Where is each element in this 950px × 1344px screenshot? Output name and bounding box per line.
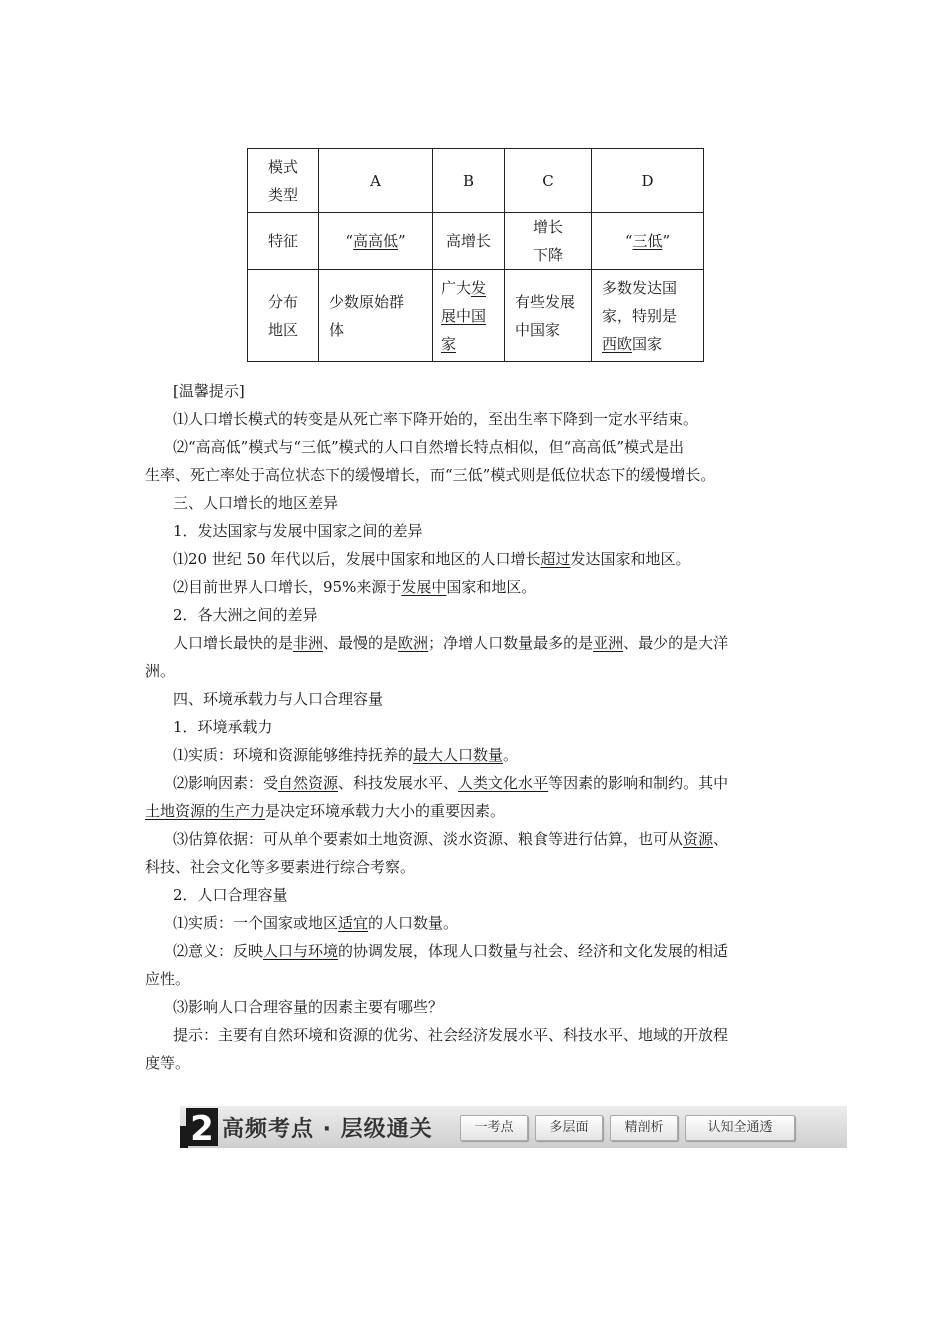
paragraph-text: 人口增长最快的是 (173, 634, 294, 652)
paragraph-text: 等因素的影响和制约。其中 (548, 774, 729, 792)
section-3-2-heading: 2．各大洲之间的差异 (173, 606, 318, 624)
tip-title: [温馨提示] (173, 382, 245, 400)
underlined-answer: 非洲 (293, 634, 324, 652)
header-label-text: 模式类型 (267, 157, 298, 204)
table-cell-region-b (433, 270, 505, 362)
region-d-underlined: 西欧 (602, 334, 633, 353)
section-4-2-item-3: ⑶影响人口合理容量的因素主要有哪些？ (173, 998, 444, 1016)
region-b-underlined: 发 (471, 278, 487, 297)
paragraph-text: 的人口数量。 (368, 914, 459, 932)
paragraph-text: 是决定环境承载力大小的重要因素。 (265, 802, 506, 820)
underlined-answer: 自然资源 (278, 774, 339, 792)
paragraph-text: ⑴实质：一个国家或地区 (173, 914, 339, 932)
underlined-answer: 人口与环境 (263, 942, 339, 960)
table-cell-region-d (592, 270, 704, 362)
underlined-answer: 欧洲 (398, 634, 429, 652)
paragraph-text: ⑵意义：反映 (173, 942, 264, 960)
table-cell-feature-c (505, 213, 592, 270)
table-row-region (248, 270, 704, 362)
table-cell-region-a (319, 270, 433, 362)
section-3-1-item-2 (173, 577, 536, 597)
table-cell-feature-label: 特征 (248, 213, 319, 270)
table-cell-feature-a (319, 213, 433, 270)
section-4-2-item-2-line1 (173, 941, 728, 961)
table-cell-header-label (248, 149, 319, 213)
region-label-line1: 分布 (267, 292, 298, 311)
region-a-line2: 体 (329, 320, 345, 339)
table-cell-header-a: A (319, 149, 433, 213)
tag-button-2[interactable]: 多层面 (535, 1115, 603, 1141)
paragraph-text: 、最少的是大洋 (623, 634, 729, 652)
quote-open: “ (345, 232, 353, 250)
section-4-2-heading: 2．人口合理容量 (173, 886, 288, 904)
paragraph-text: ⑵目前世界人口增长，95%来源于 (173, 578, 402, 596)
tip-item-1: ⑴人口增长模式的转变是从死亡率下降开始的，至出生率下降到一定水平结束。 (173, 410, 699, 428)
feature-a-underlined: 高高低 (352, 232, 398, 250)
section-4-1-item-2-line1 (173, 773, 728, 793)
region-b-line3 (441, 330, 500, 358)
hint-line2: 度等。 (145, 1054, 191, 1072)
tip-item-2-line2: 生率、死亡率处于高位状态下的缓慢增长，而“三低”模式则是低位状态下的缓慢增长。 (145, 466, 716, 484)
section-3-2-para-line1 (173, 633, 728, 653)
underlined-answer: 土地资源的生产力 (145, 802, 266, 820)
feature-c-line1: 增长 (532, 218, 563, 236)
tag-button-3[interactable]: 精剖析 (610, 1115, 678, 1141)
region-a-line1: 少数原始群 (329, 292, 405, 311)
feature-c-line2: 下降 (532, 246, 563, 264)
tag-button-1[interactable]: 一考点 (460, 1115, 528, 1141)
section-3-2-para-line2: 洲。 (145, 662, 176, 680)
section-3-1-item-1 (173, 549, 691, 569)
table-cell-region-c (505, 270, 592, 362)
feature-d-underlined: 三低 (632, 232, 663, 250)
section-4-1-item-3-line1 (173, 829, 728, 849)
tag-button-4[interactable]: 认知全通透 (685, 1115, 795, 1141)
growth-mode-table (247, 148, 704, 362)
section-4-heading: 四、环境承载力与人口合理容量 (173, 690, 384, 708)
table-cell-feature-b: 高增长 (433, 213, 505, 270)
underlined-answer: 发展中 (401, 578, 447, 596)
section-4-1-item-3-line2: 科技、社会文化等多要素进行综合考察。 (145, 858, 416, 876)
paragraph-text: 、科技发展水平、 (338, 774, 459, 792)
section-4-1-item-1 (173, 745, 518, 765)
region-d-text: 国家 (632, 334, 663, 353)
section-4-1-item-2-line2 (145, 801, 505, 821)
underlined-answer: 最大人口数量 (413, 746, 504, 764)
paragraph-text: 、 (713, 830, 729, 848)
paragraph-text: 发达国家和地区。 (570, 550, 691, 568)
tip-item-2-line1: ⑵“高高低”模式与“三低”模式的人口自然增长特点相似，但“高高低”模式是出 (173, 438, 685, 456)
region-d-line3 (602, 330, 699, 358)
section-3-1-heading: 1．发达国家与发展中国家之间的差异 (173, 522, 423, 540)
banner-title: 高频考点 · 层级通关 (222, 1117, 433, 1142)
paragraph-text: ⑴20 世纪 50 年代以后，发展中国家和地区的人口增长 (173, 550, 541, 568)
table-cell-region-label (248, 270, 319, 362)
underlined-answer: 适宜 (338, 914, 369, 932)
underlined-answer: 人类文化水平 (458, 774, 549, 792)
section-4-1-heading: 1．环境承载力 (173, 718, 273, 736)
region-b-text: 广大 (441, 278, 472, 297)
quote-close: ” (398, 232, 406, 250)
paragraph-text: ⑴实质：环境和资源能够维持抚养的 (173, 746, 414, 764)
paragraph-text: 国家和地区。 (446, 578, 537, 596)
region-b-line1 (441, 274, 500, 302)
section-banner (180, 1106, 847, 1148)
region-d-line2: 家，特别是 (602, 306, 678, 325)
paragraph-text: 的协调发展，体现人口数量与社会、经济和文化发展的相适 (338, 942, 729, 960)
table-cell-feature-d (592, 213, 704, 270)
section-number: 2 (190, 1109, 214, 1148)
underlined-answer: 亚洲 (593, 634, 624, 652)
region-b-underlined: 家 (441, 334, 457, 353)
section-4-2-item-1 (173, 913, 458, 933)
region-b-line2: 展中国 (441, 306, 487, 325)
hint-line1: 提示：主要有自然环境和资源的优劣、社会经济发展水平、科技水平、地域的开放程 (173, 1026, 729, 1044)
table-cell-header-d: D (592, 149, 704, 213)
table-cell-header-b: B (433, 149, 505, 213)
quote-close: ” (662, 232, 671, 250)
table-row-feature (248, 213, 704, 270)
region-c-line2: 中国家 (515, 320, 561, 339)
paragraph-text: ；净增人口数量最多的是 (428, 634, 594, 652)
region-d-line1: 多数发达国 (602, 278, 678, 297)
table-header-row (248, 149, 704, 213)
region-c-line1: 有些发展 (515, 292, 576, 311)
underlined-answer: 资源 (683, 830, 714, 848)
underlined-answer: 超过 (540, 550, 571, 568)
number-badge-graphic (180, 1106, 220, 1148)
quote-open: “ (624, 232, 633, 250)
paragraph-text: ⑶估算依据：可从单个要素如土地资源、淡水资源、粮食等进行估算，也可从 (173, 830, 684, 848)
paragraph-text: 。 (503, 746, 519, 764)
section-4-2-item-2-line2: 应性。 (145, 970, 191, 988)
paragraph-text: ⑵影响因素：受 (173, 774, 279, 792)
section-3-heading: 三、人口增长的地区差异 (173, 494, 339, 512)
table-cell-header-c: C (505, 149, 592, 213)
paragraph-text: 、最慢的是 (323, 634, 399, 652)
section-number-badge (180, 1106, 220, 1148)
region-label-line2: 地区 (267, 320, 298, 339)
